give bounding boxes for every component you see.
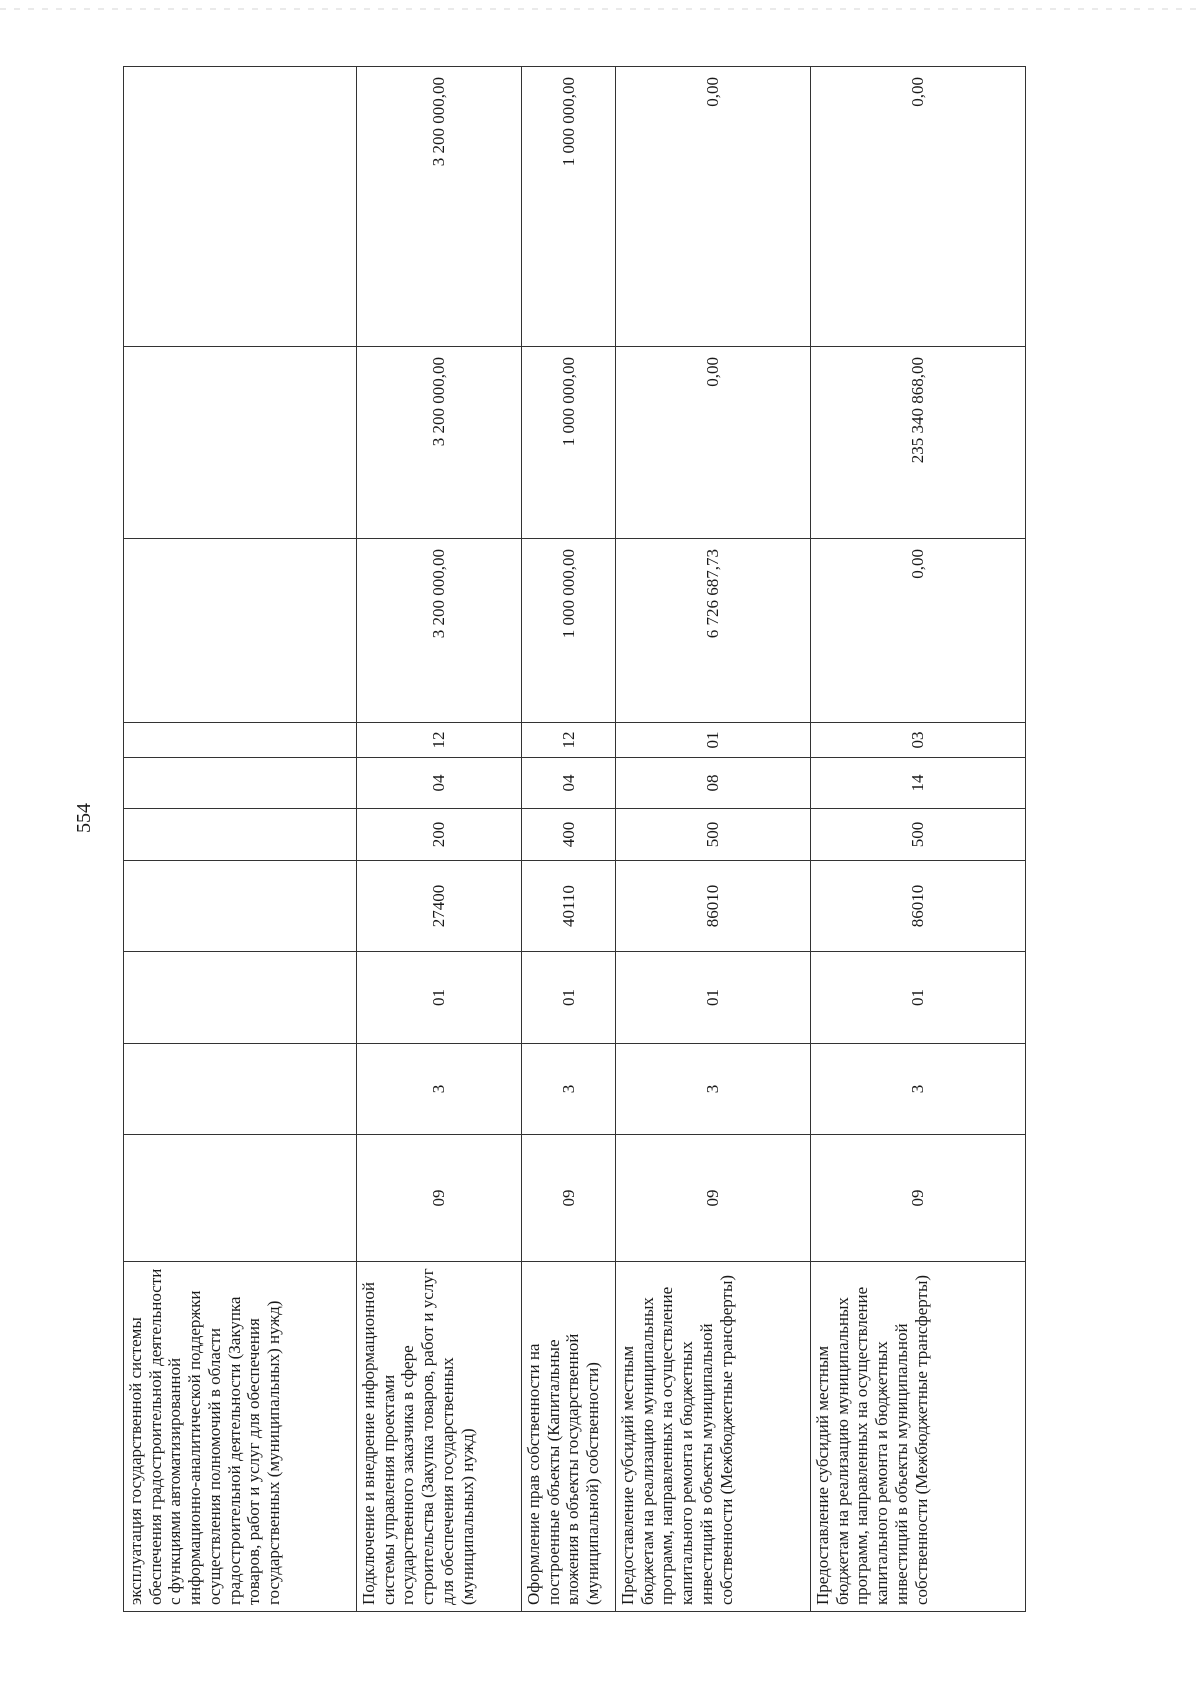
code-cell: 86010 [616,861,811,952]
code-cell: 500 [811,809,1026,861]
code-cell [124,1044,357,1135]
amount-cell: 235 340 868,00 [811,347,1026,539]
code-cell [124,809,357,861]
row-description: эксплуатация государственной системы обеспечения градостроительной деятельности с функциями автоматизированной информационно-аналитической поддержки осуществления полномочий в области градостроительной деятельности (Закупка товаров, работ и услуг для обеспечения государственных (муниципальных) нужд) [124,1262,357,1612]
code-cell: 04 [357,758,522,809]
code-cell: 14 [811,758,1026,809]
code-cell: 40110 [522,861,616,952]
table-row [616,67,811,1612]
code-cell: 08 [616,758,811,809]
code-cell: 01 [616,952,811,1044]
amount-cell [124,539,357,723]
amount-cell: 1 000 000,00 [522,539,616,723]
code-cell: 09 [522,1135,616,1262]
scan-artifact-line [0,8,1200,10]
code-cell: 3 [522,1044,616,1135]
code-cell: 09 [811,1135,1026,1262]
amount-cell: 3 200 000,00 [357,539,522,723]
page-number: 554 [73,803,95,833]
code-cell: 09 [616,1135,811,1262]
row-description: Предоставление субсидий местным бюджетам на реализацию муниципальных программ, направленных на осуществление капитального ремонта и бюджетных инвестиций в объекты муниципальной собственности (Межбюджетные трансферты) [616,1262,811,1612]
code-cell [124,861,357,952]
row-description: Оформление прав собственности на построенные объекты (Капитальные вложения в объекты государственной (муниципальной) собственности) [522,1262,616,1612]
code-cell: 09 [357,1135,522,1262]
code-cell: 01 [522,952,616,1044]
code-cell: 03 [811,723,1026,758]
budget-table [123,66,1026,1612]
code-cell: 3 [357,1044,522,1135]
table-row [522,67,616,1612]
amount-cell: 0,00 [616,347,811,539]
code-cell: 3 [616,1044,811,1135]
code-cell: 500 [616,809,811,861]
code-cell: 01 [357,952,522,1044]
code-cell [124,723,357,758]
table-row [124,67,357,1612]
code-cell: 400 [522,809,616,861]
table-row [811,67,1026,1612]
amount-cell: 0,00 [811,67,1026,347]
amount-cell [124,347,357,539]
table-row [357,67,522,1612]
code-cell: 12 [357,723,522,758]
amount-cell: 3 200 000,00 [357,67,522,347]
amount-cell: 3 200 000,00 [357,347,522,539]
row-description: Подключение и внедрение информационной системы управления проектами государственного заказчика в сфере строительства (Закупка товаров, работ и услуг для обеспечения государственных (муниципальных) нужд) [357,1262,522,1612]
code-cell: 01 [616,723,811,758]
code-cell [124,758,357,809]
code-cell: 200 [357,809,522,861]
amount-cell: 0,00 [811,539,1026,723]
code-cell: 3 [811,1044,1026,1135]
amount-cell [124,67,357,347]
amount-cell: 0,00 [616,67,811,347]
code-cell: 12 [522,723,616,758]
rotated-page-content [123,67,1025,1612]
row-description: Предоставление субсидий местным бюджетам на реализацию муниципальных программ, направленных на осуществление капитального ремонта и бюджетных инвестиций в объекты муниципальной собственности (Межбюджетные трансферты) [811,1262,1026,1612]
amount-cell: 1 000 000,00 [522,347,616,539]
amount-cell: 1 000 000,00 [522,67,616,347]
code-cell [124,1135,357,1262]
code-cell: 86010 [811,861,1026,952]
code-cell: 27400 [357,861,522,952]
code-cell: 01 [811,952,1026,1044]
amount-cell: 6 726 687,73 [616,539,811,723]
code-cell: 04 [522,758,616,809]
code-cell [124,952,357,1044]
